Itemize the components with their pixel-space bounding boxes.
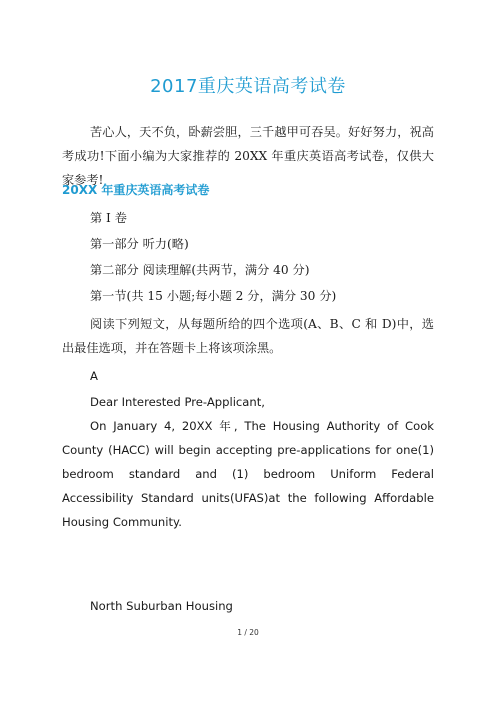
intro-paragraph: 苦心人，天不负，卧薪尝胆，三千越甲可吞吴。好好努力，祝高考成功!下面小编为大家推荐的 20XX 年重庆英语高考试卷，仅供大家参考! xyxy=(62,125,434,187)
page-number: 1 / 20 xyxy=(237,628,259,637)
part1-label: 第一部分 听力(略) xyxy=(90,237,189,251)
salutation: Dear Interested Pre-Applicant, xyxy=(90,395,265,409)
section-heading: 20XX 年重庆英语高考试卷 xyxy=(62,183,210,197)
document-title: 2017重庆英语高考试卷 xyxy=(150,76,346,97)
volume-label: 第 I 卷 xyxy=(90,211,127,225)
part2-label: 第二部分 阅读理解(共两节，满分 40 分) xyxy=(90,263,310,277)
passage-body: On January 4, 20XX 年, The Housing Authority of Cook County (HACC) will begin accepting pre-applications for one(1) bedroom standard and (1) bedroom Uniform Federal Accessibility Standard units(UFAS)at the following Affordable Housing Community. xyxy=(62,419,434,529)
passage-label: A xyxy=(90,369,98,383)
section1-label: 第一节(共 15 小题;每小题 2 分，满分 30 分) xyxy=(90,289,337,303)
community-name: North Suburban Housing xyxy=(90,599,233,613)
instruction-paragraph: 阅读下列短文，从每题所给的四个选项(A、B、C 和 D)中，选出最佳选项，并在答题卡上将该项涂黑。 xyxy=(62,317,434,355)
